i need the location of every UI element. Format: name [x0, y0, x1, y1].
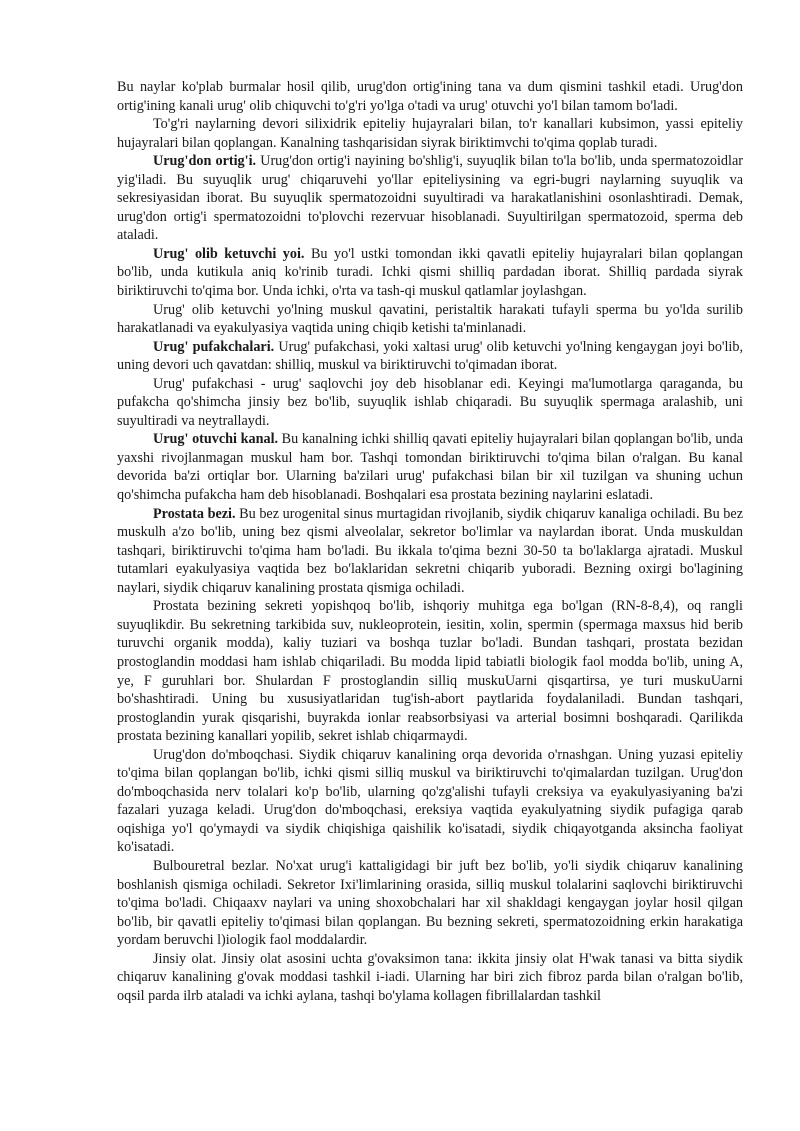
paragraph-jinsiy-olat — [117, 950, 743, 1006]
paragraph-prostata-sekreti — [117, 597, 743, 745]
paragraph-urugdon-dombogchasi — [117, 746, 743, 857]
paragraph-heading: Urug' olib ketuvchi yoi. — [153, 245, 305, 262]
paragraph-urugdon-ortigi — [117, 152, 743, 245]
paragraph-text: Urug' olib ketuvchi yo'lning muskul qavatini, peristaltik harakati tufayli sperma bu yo'lda surilib harakatlanadi va eyakulyasiya vaqtida uning chiqib ketishi ta'minlanadi. — [117, 301, 743, 337]
paragraph-text: To'g'ri naylarning devori silixidrik epiteliy hujayralari bilan, to'r kanallari kubsimon, yassi epiteliy hujayralari bilan qoplangan. Kanalning tashqarisidan siyrak biriktimvchi to'qima qoplab turadi. — [117, 116, 743, 151]
paragraph-text: Urug'don ortig'i nayining bo'shlig'i, suyuqlik bilan to'la bo'lib, unda spermatozoidlar yig'iladi. Bu suyuqlik urug' chiqaruvehi yo'llar epiteliysining va egri-bugri naylarning suyuqlik va sekresiyasidan iborat. Bu suyuqlik spermatozoidni suyultiradi va harakatlanishini osonlashtiradi. Demak, urug'don ortig'i spermatozoidni to'plovchi rezervuar hisoblanadi. Suyultirilgan spermatozoid, sperma deb ataladi. — [117, 153, 743, 244]
paragraph-prostata-bezi — [117, 505, 743, 598]
paragraph-text: Bulbouretral bezlar. No'xat urug'i kattaligidagi bir juft bez bo'lib, yo'li siydik chiqaruv kanalining boshlanish qismiga ochiladi. Sekretor Ixi'limlarining orasida, silliq muskul tolalarini saqlovchi biriktiruvchi to'qima bo'ladi. Chiqaaxv naylari va uning shoxobchalari har xil shakldagi kengaygan joylar hosil qilgan bo'lib, bir qavatli epiteliy to'qimasi bilan qoplangan. Bu bezning sekreti, spermatozoidning erkin harakatiga yordam beruvchi l)iologik faol moddalardir. — [117, 857, 743, 949]
paragraph-urug-pufakchalari — [117, 338, 743, 375]
paragraph-urug-otuvchi-kanal — [117, 430, 743, 504]
paragraph-text: Jinsiy olat. Jinsiy olat asosini uchta g'ovaksimon tana: ikkita jinsiy olat H'wak tanasi va bitta siydik chiqaruv kanalining g'ovak moddasi tashkil i-iadi. Ularning har biri zich fibroz parda bilan o'ralgan bo'lib, oqsil parda ilrb ataladi va ichki aylana, tashqi bo'ylama kollagen fibrillalardan tashkil — [117, 950, 743, 1004]
paragraph-text: Urug' pufakchasi, yoki xaltasi urug' olib ketuvchi yo'lning kengaygan joyi bo'lib, uning devori uch qavatdan: shilliq, muskul va biriktiruvchi to'qimadan iborat. — [117, 338, 743, 374]
paragraph-text: Bu yo'l ustki tomondan ikki qavatli epiteliy hujayralari bilan qoplangan bo'lib, unda kutikula aniq ko'rinib turadi. Ichki qismi shilliq pardadan iborat. Shilliq pardada siyrak biriktiruvchi to'qima bor. Unda ichki, o'rta va tash-qi muskul qatlamlar joylashgan. — [117, 245, 743, 300]
paragraph-text: Bu kanalning ichki shilliq qavati epiteliy hujayralari bilan qoplangan bo'lib, unda yaxshi rivojlanmagan muskul ham bor. Tashqi tomondan biriktiruvchi to'qima bilan o'ralgan. Bu kanal devorida ba'zi ortiqlar bor. Ularning ba'zilari urug' pufakchasi bilan bir xil tuzilgan va shuning uchun qo'shimcha pufakcha ham deb hisoblanadi. Boshqalari esa prostata bezining naylarini eslatadi. — [117, 431, 743, 504]
paragraph-text: Bu naylar ko'plab burmalar hosil qilib, urug'don ortig'ining tana va dum qismini tashkil etadi. Urug'don ortig'ining kanali urug' olib chiquvchi to'g'ri yo'lga o'tadi va urug' otuvchi yo'l bilan tamom bo'ladi. — [117, 79, 743, 114]
paragraph-togri-naylar — [117, 115, 743, 152]
paragraph-text: Urug' pufakchasi - urug' saqlovchi joy deb hisoblanar edi. Keyingi ma'lumotlarga qaraganda, bu pufakcha qo'shimcha jinsiy bez bo'lib, suyuqlik ishlab chiqaradi. Bu suyuqlik spermaga aralashib, uni suyultiradi va neytrallaydi. — [117, 375, 743, 429]
paragraph-urug-pufakchasi — [117, 375, 743, 431]
paragraph-heading: Urug' pufakchalari. — [153, 338, 275, 355]
paragraph-urug-olib-ketuvchi-yol — [117, 245, 743, 301]
paragraph-text: Urug'don do'mboqchasi. Siydik chiqaruv kanalining orqa devorida o'rnashgan. Uning yuzasi epiteliy to'qima bilan qoplangan bo'lib, ichki qismi silliq muskul va biriktiruvchi to'qimalardan tuzilgan. Urug'don do'mboqchasida nerv tolalari ko'p bo'lib, ularning qo'zg'alishi tufayli creksiya va eyakulyasiyaning ba'zi fazalari yuzaga keladi. Urug'don do'mboqchasi, ereksiya vaqtida eyakulyatning siydik pufagiga qarab oqishiga yo'l qo'ymaydi va siydik chiqishiga qaishilik ko'isatadi, siydik chiqayotganda aksincha faoliyat ko'isatadi. — [117, 746, 743, 856]
paragraph-text: Prostata bezining sekreti yopishqoq bo'lib, ishqoriy muhitga ega bo'lgan (RN-8-8,4), oq rangli suyuqlikdir. Bu sekretning tarkibida suv, nukleoprotein, iesitin, xolin, spermin (spermaga maxsus hid berib turuvchi organik modda), kaliy tuziari va boshqa tuzlar bo'ladi. Bundan tashqari, prostata bezidan prostoglandin moddasi ham ishlab chiqariladi. Bu modda lipid tabiatli biologik faol modda bo'lib, uning A, ye, F guruhlari bor. Shulardan F prostoglandin silliq muskuUarni qisqartirsa, ye turi muskuUarni bo'shashtiradi. Uning bu xususiyatlaridan tug'ish-abort paytlarida foydalaniladi. Bundan tashqari, prostoglandin yurak qisqarishi, buyrakda ionlar reabsorbsiyasi va arterial bosimni boshqaradi. Qarilikda prostata bezining kanallari yopilib, sekret ishlab chiqarmaydi. — [117, 598, 743, 745]
paragraph-heading: Urug' otuvchi kanal. — [153, 431, 279, 448]
paragraph-heading: Urug'don ortig'i. — [153, 153, 257, 170]
document-page — [117, 78, 743, 1005]
paragraph-bulbouretral-bezlar — [117, 857, 743, 950]
paragraph-muskul-qavati — [117, 301, 743, 338]
paragraph-heading: Prostata bezi. — [153, 505, 236, 522]
paragraph-text: Bu bez urogenital sinus murtagidan rivojlanib, siydik chiqaruv kanaliga ochiladi. Bu bez muskulh a'zo bo'lib, uning bez qismi alveolalar, sekretor bo'limlar va naylardan iborat. Unda muskuldan tashqari, biriktiruvchi to'qima ham bo'ladi. Bu ikkala to'qima bezni 30-50 ta bo'laklarga ajratadi. Muskul tutamlari eyakulyasiya vaqtida bez bo'laklaridan sekretni chiqarib yuboradi. Bezning oxirgi bo'lagining naylari, siydik chiqaruv kanalining prostata qismiga ochiladi. — [117, 505, 743, 596]
paragraph-naylar — [117, 78, 743, 115]
